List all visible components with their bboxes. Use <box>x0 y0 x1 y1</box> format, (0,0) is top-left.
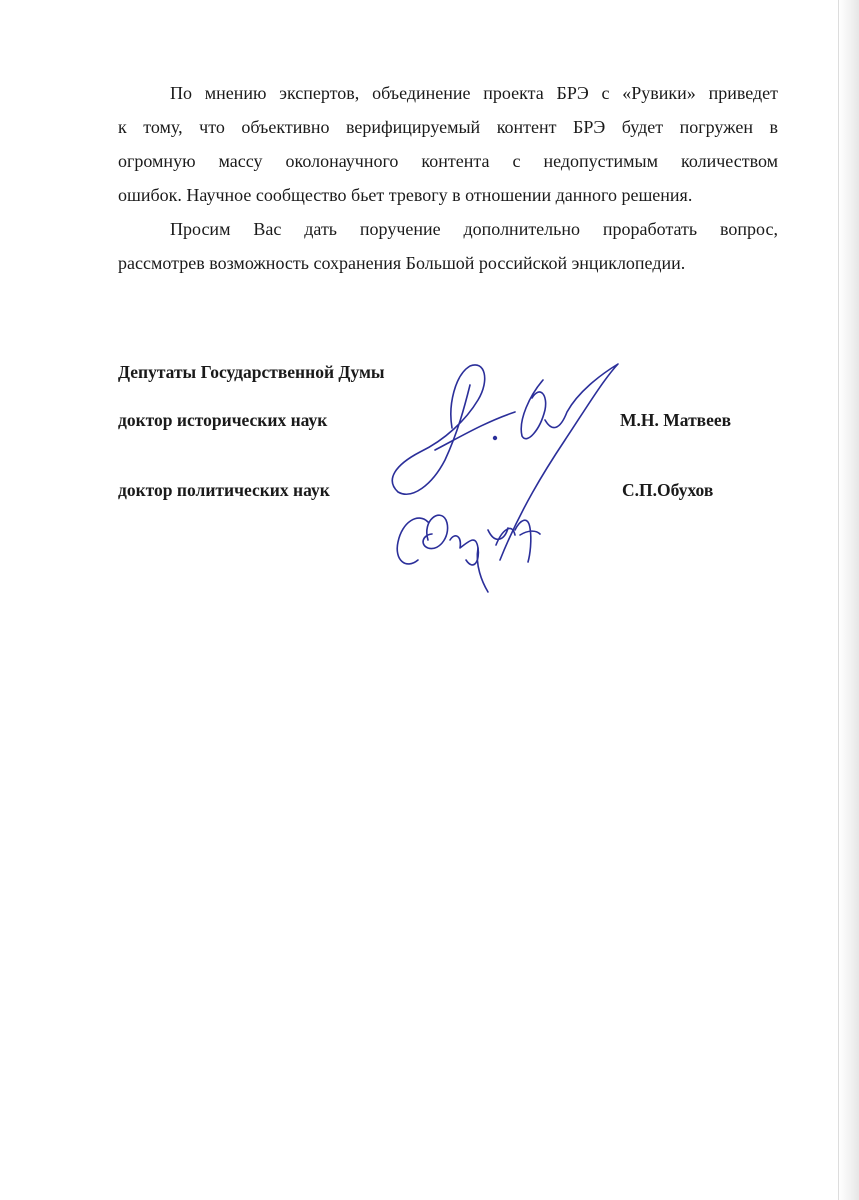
text-line: рассмотрев возможность сохранения Большой российской энциклопедии. <box>118 253 686 273</box>
text-line: огромную массу околонаучного контента с недопустимым количеством <box>118 151 778 171</box>
signer-title: доктор политических наук <box>118 480 330 500</box>
text-line: ошибок. Научное сообщество бьет тревогу в отношении данного решения. <box>118 185 693 205</box>
signers-heading: Депутаты Государственной Думы <box>118 362 385 382</box>
signer-title: доктор исторических наук <box>118 410 328 430</box>
signature-obukhov <box>397 515 540 592</box>
text-line: Просим Вас дать поручение дополнительно проработать вопрос, <box>170 219 778 239</box>
signer-name: М.Н. Матвеев <box>620 410 732 430</box>
text-line: По мнению экспертов, объединение проекта БРЭ с «Рувики» приведет <box>170 83 778 103</box>
signer-name: С.П.Обухов <box>622 480 714 500</box>
text-line: к тому, что объективно верифицируемый контент БРЭ будет погружен в <box>118 117 778 137</box>
